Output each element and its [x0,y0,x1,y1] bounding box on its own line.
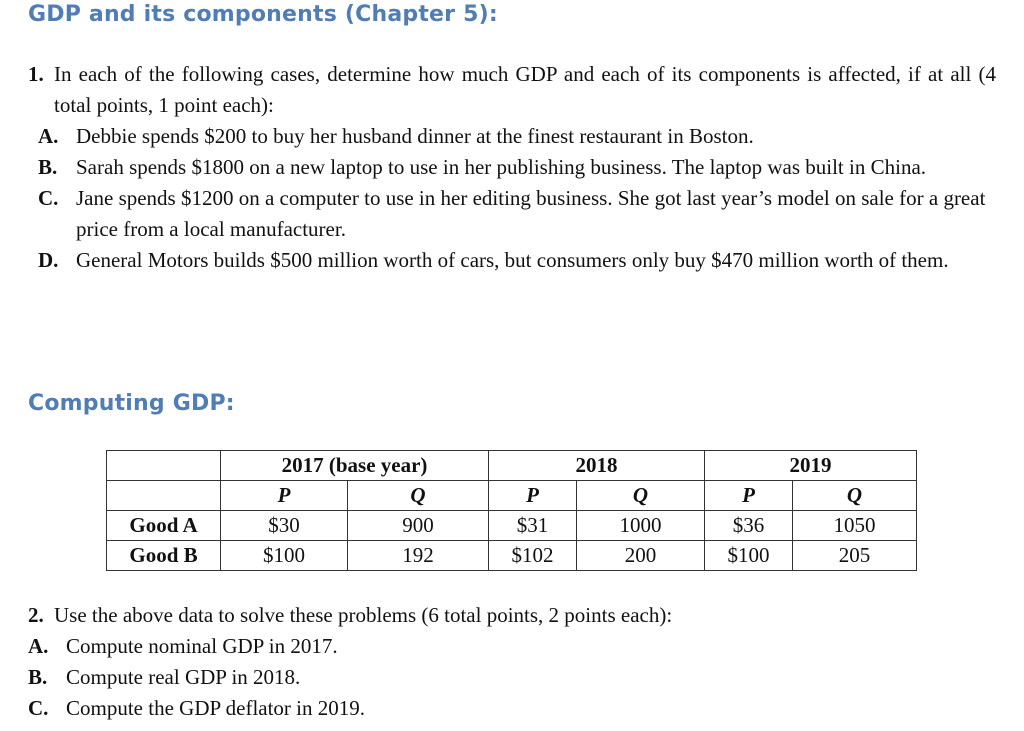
table-row-good-a [107,511,917,541]
year-2019-header: 2019 [705,451,917,481]
price-header-2018: P [489,481,577,511]
table-cell: 200 [577,541,705,571]
question-1-item-c: C. Jane spends $1200 on a computer to use in her editing business. She got last year’s model on sale for a great price from a local manufacturer. [38,186,986,241]
table-pq-row [107,481,917,511]
table-cell: 900 [348,511,489,541]
gdp-data-table [106,450,917,571]
good-b-label: Good B [107,541,221,571]
table-row-good-b [107,541,917,571]
question-1-item-b: B. Sarah spends $1800 on a new laptop to use in her publishing business. The laptop was built in China. [38,155,927,179]
quantity-header-2018: Q [577,481,705,511]
section-title-gdp-components: GDP and its components (Chapter 5): [28,2,498,27]
question-1-item-a: A. Debbie spends $200 to buy her husband dinner at the finest restaurant in Boston. [38,124,754,148]
table-cell: $30 [221,511,348,541]
question-1-items [28,121,996,276]
question-1-text: In each of the following cases, determine how much GDP and each of its components is affected, if at all (4 total points, 1 point each): [54,62,996,117]
table-cell: $31 [489,511,577,541]
table-cell: 192 [348,541,489,571]
table-cell: $100 [221,541,348,571]
section-title-computing-gdp: Computing GDP: [28,391,235,416]
question-1-item-d: D. General Motors builds $500 million worth of cars, but consumers only buy $470 million worth of them. [38,248,949,272]
quantity-header-2019: Q [793,481,917,511]
price-header-2019: P [705,481,793,511]
year-2018-header: 2018 [489,451,705,481]
quantity-header-2017: Q [348,481,489,511]
question-2-item-b: B. Compute real GDP in 2018. [28,665,301,689]
table-cell: $100 [705,541,793,571]
table-year-row [107,451,917,481]
question-2-item-c: C. Compute the GDP deflator in 2019. [28,696,366,720]
question-2 [28,600,996,724]
question-2-items [28,631,996,724]
table-cell: $36 [705,511,793,541]
question-2-text: Use the above data to solve these problems (6 total points, 2 points each): [54,603,673,627]
good-a-label: Good A [107,511,221,541]
table-cell: $102 [489,541,577,571]
question-1 [28,59,996,276]
table-corner-cell [107,451,221,481]
question-2-item-a: A. Compute nominal GDP in 2017. [28,634,338,658]
table-cell: 205 [793,541,917,571]
table-empty-cell [107,481,221,511]
table-cell: 1000 [577,511,705,541]
question-1-number: 1. [28,62,44,86]
table-cell: 1050 [793,511,917,541]
year-2017-header: 2017 (base year) [221,451,489,481]
question-2-number: 2. [28,603,44,627]
price-header-2017: P [221,481,348,511]
